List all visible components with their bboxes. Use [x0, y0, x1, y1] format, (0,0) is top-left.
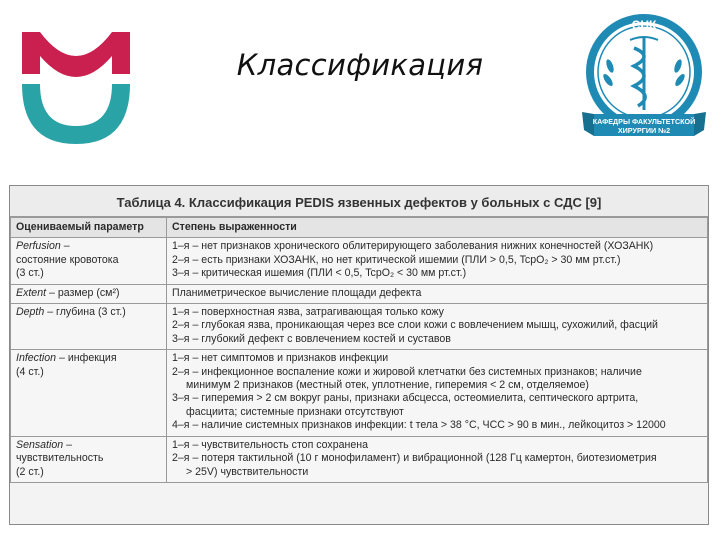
grade-line: фасциита; системные признаки отсутствуют — [186, 405, 404, 418]
table-row — [11, 304, 708, 350]
table-row — [11, 436, 708, 482]
emblem-top-text: СНК — [631, 18, 657, 32]
grade-line: 3–я – критическая ишемия (ПЛИ < 0,5, TcpO₂ < 30 мм рт.ст.) — [172, 267, 467, 280]
parameter-name-en: Extent — [16, 286, 47, 299]
grade-line: 1–я – поверхностная язва, затрагивающая только кожу — [172, 306, 444, 319]
grade-line: 2–я – потеря тактильной (10 г монофиламент) и вибрационной (128 Гц камертон, биотезиометрия — [172, 452, 657, 465]
parameter-cell — [11, 304, 167, 350]
parameter-detail: (2 ст.) — [16, 465, 44, 478]
grade-line: 2–я – инфекционное воспаление кожи и жировой клетчатки без системных признаков; наличие — [172, 365, 642, 378]
grade-cell — [167, 436, 708, 482]
parameter-detail: чувствительность — [16, 452, 104, 465]
parameter-name-ru: – — [63, 438, 72, 451]
parameter-cell — [11, 350, 167, 436]
grade-cell — [167, 350, 708, 436]
column-header-grade: Степень выраженности — [167, 218, 708, 238]
grade-line: 2–я – глубокая язва, проникающая через все слои кожи с вовлечением мышц, сухожилий, фасций — [172, 319, 658, 332]
parameter-name-ru: – — [60, 240, 70, 253]
grade-line: > 25V) чувствительности — [186, 465, 309, 478]
table-row — [11, 284, 708, 303]
parameter-name-en: Perfusion — [16, 240, 61, 253]
pedis-table — [9, 185, 709, 525]
grade-line: Планиметрическое вычисление площади дефекта — [172, 286, 422, 299]
parameter-name-ru: – размер (см²) — [46, 286, 120, 299]
emblem-ribbon-line1: КАФЕДРЫ ФАКУЛЬТЕТСКОЙ — [592, 117, 696, 126]
grade-line: 1–я – нет симптомов и признаков инфекции — [172, 352, 389, 365]
grade-line: 2–я – есть признаки ХОЗАНК, но нет критической ишемии (ПЛИ > 0,5, TcpO₂ > 30 мм рт.ст.) — [172, 253, 621, 266]
grade-line: 1–я – чувствительность стоп сохранена — [172, 438, 368, 451]
column-header-parameter: Оцениваемый параметр — [11, 218, 167, 238]
grade-line: 1–я – нет признаков хронического облитерирующего заболевания нижних конечностей (ХОЗАНК) — [172, 240, 654, 253]
parameter-name-en: Sensation — [16, 438, 64, 451]
parameter-detail: (3 ст.) — [16, 267, 44, 280]
grade-line: 3–я – глубокий дефект с вовлечением костей и суставов — [172, 332, 451, 345]
table-caption: Таблица 4. Классификация PEDIS язвенных дефектов у больных с СДС [9] — [10, 186, 708, 217]
grade-cell — [167, 304, 708, 350]
parameter-name-ru: – инфекция — [56, 352, 117, 365]
table-row — [11, 350, 708, 436]
grade-line: 4–я – наличие системных признаков инфекции: t тела > 38 °C, ЧСС > 90 в мин., лейкоцитоз > 12000 — [172, 419, 666, 432]
logo-bottom-shape — [22, 84, 130, 144]
grade-cell — [167, 238, 708, 284]
grade-line: минимум 2 признаков (местный отек, уплотнение, гиперемия < 2 см, отделяемое) — [186, 379, 589, 392]
snk-emblem — [578, 10, 710, 152]
table-header-row — [11, 218, 708, 238]
slide-title: Классификация — [236, 48, 484, 82]
grade-line: 3–я – гиперемия > 2 см вокруг раны, признаки абсцесса, остеомиелита, септического артрита, — [172, 392, 639, 405]
table-row — [11, 238, 708, 284]
parameter-detail: состояние кровотока — [16, 253, 119, 266]
parameter-name-en: Depth — [16, 306, 45, 319]
parameter-cell — [11, 436, 167, 482]
parameter-name-en: Infection — [16, 352, 57, 365]
parameter-name-ru: – глубина (3 ст.) — [44, 306, 126, 319]
pedis-grid — [10, 217, 708, 483]
table-body — [11, 238, 708, 483]
parameter-cell — [11, 284, 167, 303]
emblem-ribbon-line2: ХИРУРГИИ №2 — [617, 126, 671, 135]
parameter-cell — [11, 238, 167, 284]
parameter-detail: (4 ст.) — [16, 365, 44, 378]
grade-cell — [167, 284, 708, 303]
